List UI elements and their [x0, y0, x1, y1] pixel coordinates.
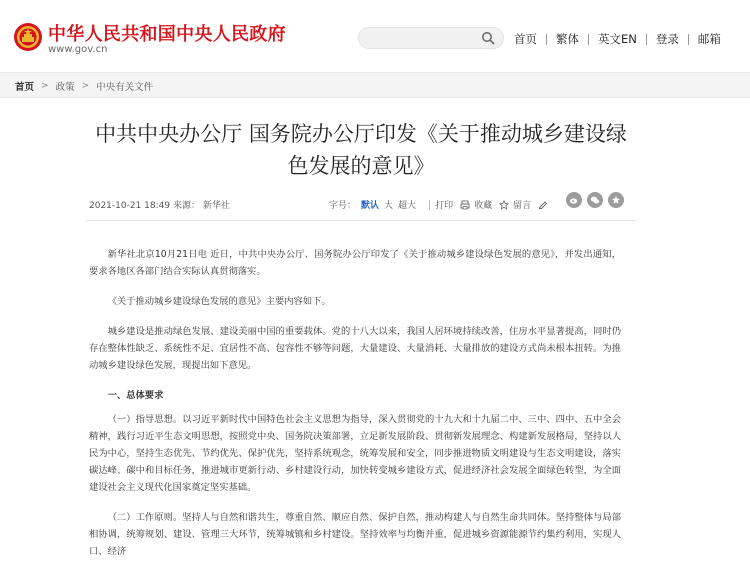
font-size-large[interactable]: 大 — [384, 201, 394, 211]
breadcrumb-bar — [0, 72, 750, 98]
breadcrumb-policy[interactable]: 政策 — [55, 82, 75, 93]
font-size-label: 字号： — [329, 201, 357, 211]
tool-divider — [429, 200, 430, 210]
nav-divider — [688, 34, 689, 45]
print-button[interactable]: 打印 — [435, 201, 454, 211]
article-paragraph: 《关于推动城乡建设绿色发展的意见》主要内容如下。 — [107, 296, 331, 307]
wechat-share-icon[interactable] — [587, 192, 603, 208]
nav-login[interactable]: 登录 — [655, 32, 679, 46]
print-icon[interactable] — [460, 200, 470, 210]
national-emblem-icon[interactable] — [13, 22, 43, 52]
article-tools — [329, 198, 552, 211]
comment-icon[interactable] — [538, 200, 548, 210]
search-input[interactable] — [369, 30, 479, 46]
section-heading: 一、总体要求 — [107, 390, 164, 401]
nav-english[interactable]: 英文EN — [598, 32, 637, 46]
breadcrumb-home[interactable]: 首页 — [15, 82, 35, 93]
article-date: 2021-10-21 18:49 — [89, 201, 171, 211]
breadcrumb — [15, 79, 153, 93]
search-icon[interactable] — [481, 31, 495, 45]
search-box[interactable] — [358, 27, 504, 49]
article-paragraph: （二）工作原则。坚持人与自然和谐共生，尊重自然、顺应自然、保护自然，推动构建人与自然生命共同体。坚持整体与局部相协调，统筹规划、建设、管理三大环节，统筹城镇和乡村建设。坚持效率与均衡并重，促进城乡资源能源节约集约利用，实现人口、经济 — [89, 512, 621, 557]
article-body — [89, 246, 621, 573]
article-title: 中共中央办公厅 国务院办公厅印发《关于推动城乡建设绿色发展的意见》 — [95, 122, 627, 178]
favorite-icon[interactable] — [499, 200, 509, 210]
article-source: 新华社 — [202, 201, 230, 211]
article-paragraph: （一）指导思想。以习近平新时代中国特色社会主义思想为指导，深入贯彻党的十九大和十九届二中、三中、四中、五中全会精神，践行习近平生态文明思想，按照党中央、国务院决策部署，立足新发展阶段、贯彻新发展理念、构建新发展格局，坚持以人民为中心，坚持生态优先、节约优先、保护优先，坚持系统观念，统筹发展和安全，同步推进物质文明建设与生态文明建设，落实碳达峰、碳中和目标任务，推进城市更新行动、乡村建设行动，加快转变城乡建设方式，促进经济社会发展全面绿色转型，为全面建设社会主义现代化国家奠定坚实基础。 — [89, 414, 621, 493]
top-navigation — [514, 30, 721, 48]
article-paragraph: 新华社北京10月21日电 近日，中共中央办公厅、国务院办公厅印发了《关于推动城乡建设绿色发展的意见》，并发出通知，要求各地区各部门结合实际认真贯彻落实。 — [89, 249, 621, 277]
breadcrumb-separator: > — [81, 81, 90, 91]
comment-button[interactable]: 留言 — [513, 201, 532, 211]
breadcrumb-separator: > — [41, 81, 49, 91]
font-size-default[interactable]: 默认 — [361, 201, 380, 211]
nav-divider — [646, 34, 647, 45]
font-size-extra-large[interactable]: 超大 — [398, 201, 417, 211]
article-source-line — [89, 198, 230, 211]
nav-mailbox[interactable]: 邮箱 — [697, 32, 721, 46]
site-url: www.gov.cn — [48, 44, 108, 55]
nav-divider — [546, 34, 547, 45]
site-title[interactable]: 中华人民共和国中央人民政府 — [48, 24, 286, 45]
share-buttons — [566, 192, 629, 208]
nav-traditional[interactable]: 繁体 — [556, 32, 579, 46]
qq-space-share-icon[interactable] — [608, 192, 624, 208]
site-header — [0, 0, 750, 72]
favorite-button[interactable]: 收藏 — [474, 201, 493, 211]
article-paragraph: 城乡建设是推动绿色发展、建设美丽中国的重要载体。党的十八大以来，我国人居环境持续改善，住房水平显著提高，同时仍存在整体性缺乏、系统性不足、宜居性不高、包容性不够等问题，大量建设、大量消耗、大量排放的建设方式尚未根本扭转。为推动城乡建设绿色发展，现提出如下意见。 — [89, 326, 621, 371]
nav-home[interactable]: 首页 — [514, 32, 537, 46]
nav-divider — [588, 34, 589, 45]
source-label: 来源： — [172, 201, 200, 211]
article-meta — [89, 196, 629, 212]
breadcrumb-central-documents[interactable]: 中央有关文件 — [96, 82, 154, 93]
weibo-share-icon[interactable] — [566, 192, 582, 208]
title-divider — [86, 220, 636, 221]
